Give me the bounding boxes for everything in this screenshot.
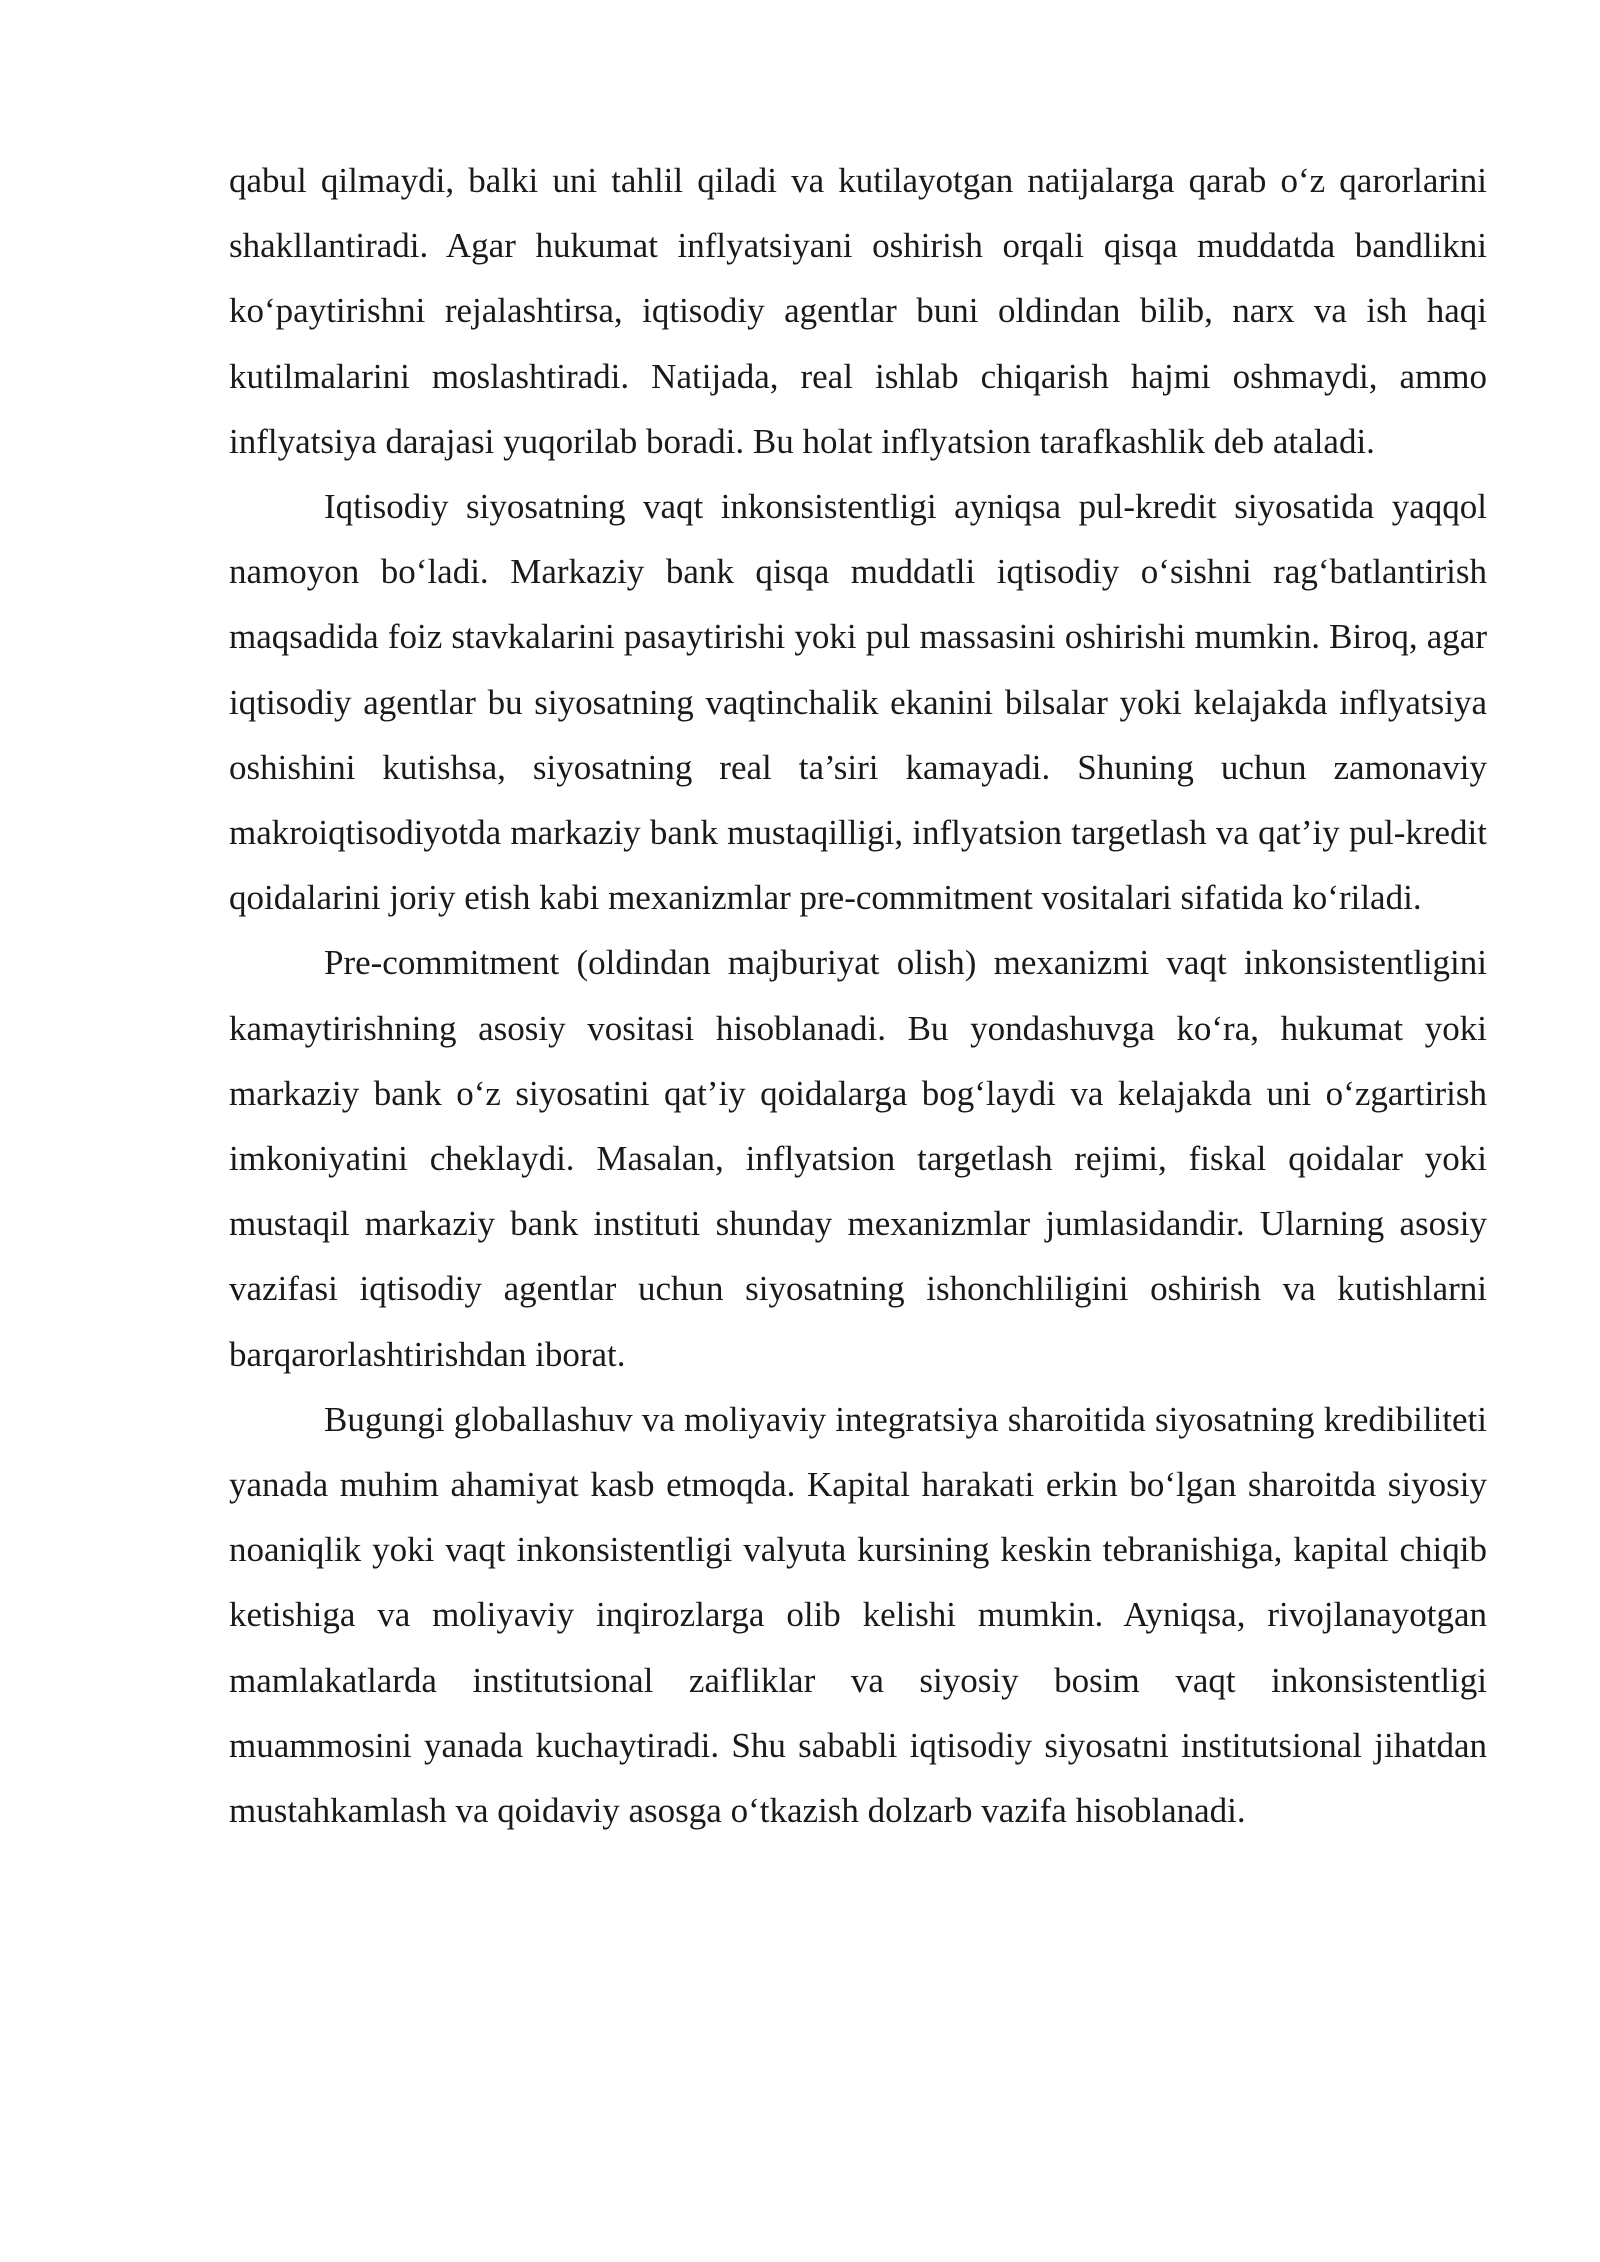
- paragraph-3: Pre-commitment (oldindan majburiyat olish) mexanizmi vaqt inkonsistentligini kamaytirishning asosiy vositasi hisoblanadi. Bu yondashuvga ko‘ra, hukumat yoki markaziy bank o‘z siyosatini qat’iy qoidalarga bog‘laydi va kelajakda uni o‘zgartirish imkoniyatini cheklaydi. Masalan, inflyatsion targetlash rejimi, fiskal qoidalar yoki mustaqil markaziy bank instituti shunday mexanizmlar jumlasidandir. Ularning asosiy vazifasi iqtisodiy agentlar uchun siyosatning ishonchliligini oshirish va kutishlarni barqarorlashtirishdan iborat.: [229, 943, 1487, 1374]
- body-text: [229, 148, 1487, 1843]
- paragraph-4: Bugungi globallashuv va moliyaviy integratsiya sharoitida siyosatning kredibiliteti yanada muhim ahamiyat kasb etmoqda. Kapital harakati erkin bo‘lgan sharoitda siyosiy noaniqlik yoki vaqt inkonsistentligi valyuta kursining keskin tebranishiga, kapital chiqib ketishiga va moliyaviy inqirozlarga olib kelishi mumkin. Ayniqsa, rivojlanayotgan mamlakatlarda institutsional zaifliklar va siyosiy bosim vaqt inkonsistentligi muammosini yanada kuchaytiradi. Shu sababli iqtisodiy siyosatni institutsional jihatdan mustahkamlash va qoidaviy asosga o‘tkazish dolzarb vazifa hisoblanadi.: [229, 1399, 1487, 1831]
- paragraph-1: qabul qilmaydi, balki uni tahlil qiladi va kutilayotgan natijalarga qarab o‘z qarorlarini shakllantiradi. Agar hukumat inflyatsiyani oshirish orqali qisqa muddatda bandlikni ko‘paytirishni rejalashtirsa, iqtisodiy agentlar buni oldindan bilib, narx va ish haqi kutilmalarini moslashtiradi. Natijada, real ishlab chiqarish hajmi oshmaydi, ammo inflyatsiya darajasi yuqorilab boradi. Bu holat inflyatsion tarafkashlik deb ataladi.: [229, 161, 1487, 461]
- paragraph-2: Iqtisodiy siyosatning vaqt inkonsistentligi ayniqsa pul-kredit siyosatida yaqqol namoyon bo‘ladi. Markaziy bank qisqa muddatli iqtisodiy o‘sishni rag‘batlantirish maqsadida foiz stavkalarini pasaytirishi yoki pul massasini oshirishi mumkin. Biroq, agar iqtisodiy agentlar bu siyosatning vaqtinchalik ekanini bilsalar yoki kelajakda inflyatsiya oshishini kutishsa, siyosatning real ta’siri kamayadi. Shuning uchun zamonaviy makroiqtisodiyotda markaziy bank mustaqilligi, inflyatsion targetlash va qat’iy pul-kredit qoidalarini joriy etish kabi mexanizmlar pre-commitment vositalari sifatida ko‘riladi.: [229, 487, 1487, 918]
